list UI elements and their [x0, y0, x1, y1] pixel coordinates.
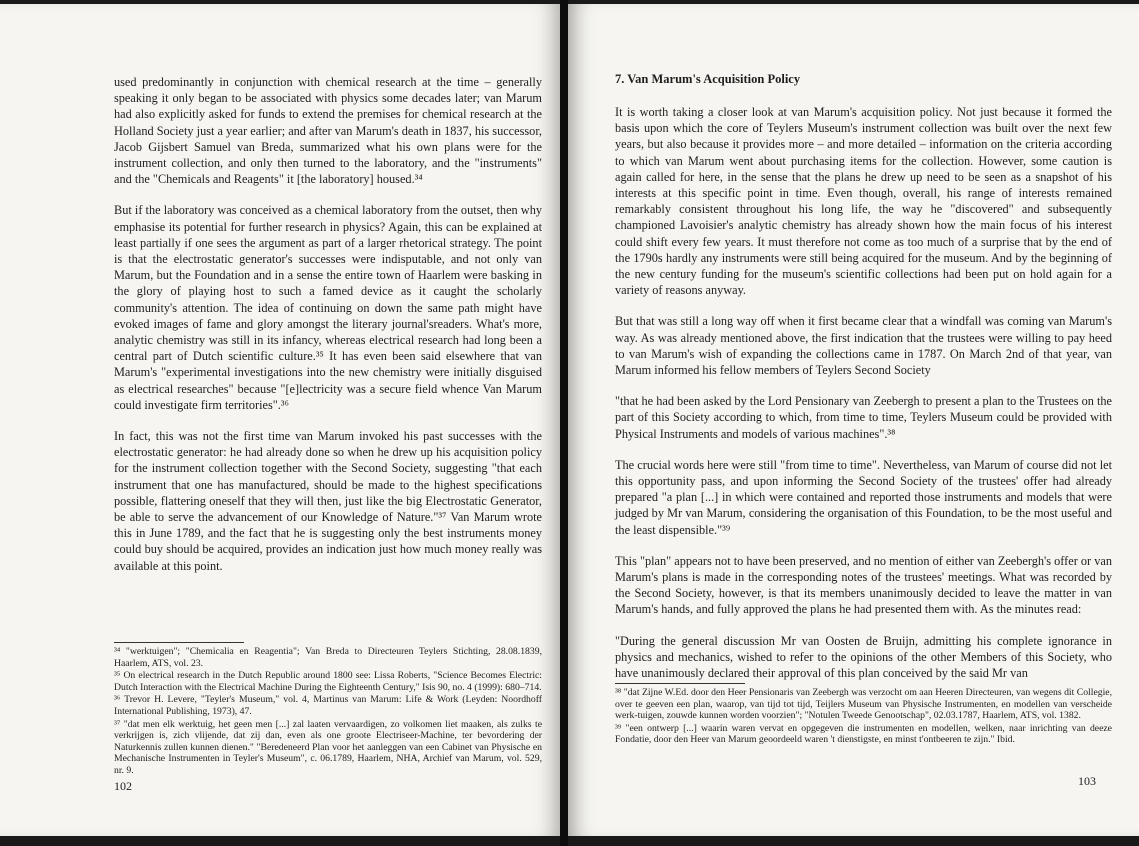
right-body-text	[615, 104, 1112, 696]
left-paragraph-3: In fact, this was not the first time van Marum invoked his past successes with the electrostatic generator: he had already done so when he drew up his acquisition policy for the instrument collection together with the Second Society, suggesting "that each instrument that one has manufactured, should be made to the highest specifications possible, flattering oneself that they will then, just like the big Electrostatic Generator, be able to serve the advancement of our Knowledge of Nature."³⁷ Van Marum wrote this in June 1789, and the fact that he is suggesting only the best instruments money could buy should be acquired, provides an indication just how much money really was available at this point.	[114, 429, 542, 573]
footnote-35: ³⁵ On electrical research in the Dutch Republic around 1800 see: Lissa Roberts, "Science Becomes Electric: Dutch Interaction with the Electrical Machine During the Eighteenth Century," Isis 90, no. 4 (1999): 680–714.	[114, 670, 542, 693]
section-heading: 7. Van Marum's Acquisition Policy	[615, 72, 801, 86]
right-paragraph-2: But that was still a long way off when it first became clear that a windfall was coming van Marum's way. As was already mentioned above, the first indication that the trustees were willing to pay heed to van Marum's wish of expanding the collections came in 1787. On March 2nd of that year, van Marum informed his fellow members of Teylers Second Society	[615, 314, 1112, 378]
right-paragraph-3: The crucial words here were still "from time to time". Nevertheless, van Marum of course did not let this opportunity pass, and upon informing the Second Society of the trustees' offer had already prepared "a plan [...] in which were contained and reported those instruments and models that were judged by Mr van Marum, considering the organisation of this Foundation, to be the most useful and the least dispensible."³⁹	[615, 457, 1112, 537]
left-page	[0, 4, 560, 836]
right-footnotes	[615, 687, 1112, 747]
left-body-text	[114, 74, 542, 589]
right-quote-1: "that he had been asked by the Lord Pensionary van Zeebergh to present a plan to the Trustees on the part of this Society according to which, from time to time, Teylers Museum could be provided with Physical Instruments and models of various machines".³⁸	[615, 394, 1112, 441]
book-gutter	[560, 0, 568, 846]
left-paragraph-1: used predominantly in conjunction with chemical research at the time – generally speaking it only began to be associated with physics some decades later; van Marum had also explicitly asked for funds to extend the premises for chemical research at the Holland Society just a year earlier; and after van Marum's death in 1837, his successor, Jacob Gijsbert Samuel van Breda, summarized what his own plans were for the instrument collection, and only then turned to the laboratory, and the "instruments" and the "Chemicals and Reagents" it [the laboratory] housed.³⁴	[114, 75, 542, 187]
left-paragraph-2: But if the laboratory was conceived as a chemical laboratory from the outset, then why emphasise its potential for further research in physics? Again, this can be explained at least partially if one sees the argument as part of a larger rhetorical strategy. The point is that the electrostatic generator's successes were indisputable, and not only van Marum, but the Foundation and in a sense the entire town of Haarlem were basking in the glory of playing host to such a famed device as it caught the scholarly community's attention. The idea of continuing on down the same path might have evoked images of fame and glory amongst the literary journal'sreaders. What's more, analytic chemistry was still in its infancy, whereas electrical research had long been a central part of Dutch scientific culture.³⁵ It has even been said elsewhere that van Marum's "experimental investigations into the new chemistry were initially disguised as electrical researches" because "[e]lectricity was a secure field whence Van Marum could investigate firm territories".³⁶	[114, 203, 542, 412]
right-page-number: 103	[1078, 774, 1096, 788]
left-footnotes	[114, 646, 542, 778]
footnote-38: ³⁸ "dat Zijne W.Ed. door den Heer Pensionaris van Zeebergh was verzocht om aan Heeren Directeuren, van wegens dit Collegie, over te geeven een plan, waarop, van tijd tot tijd, Teijlers Museum van Physische Instrumenten, en modellen van verscheide werk-tuigen, zouwde kunnen worden voorzien"; "Notulen Tweede Genootschap", 02.03.1787, Haarlem, ATS, vol. 1382.	[615, 687, 1112, 722]
footnote-39: ³⁹ "een ontwerp [...] waarin waren vervat en opgegeven die instrumenten en modellen, welken, naar inrichting van deeze Fondatie, door den Heer van Marum geoordeeld waren 't dienstigste, en minst t'ontbeeren te zijn." Ibid.	[615, 722, 1112, 746]
right-paragraph-4: This "plan" appears not to have been preserved, and no mention of either van Zeebergh's offer or van Marum's plans is made in the corresponding notes of the trustees' meetings. What was recorded by the Second Society, however, is that its members unanimously decided to leave the matter in van Marum's hands, and fully approved the plans he had presented them with. As the minutes read:	[615, 553, 1112, 617]
left-page-number: 102	[114, 779, 132, 793]
left-footnote-divider	[114, 642, 244, 643]
footnote-37: ³⁷ "dat men elk werktuig, het geen men [...] zal laaten vervaardigen, zo volkomen liet maaken, als zulks te verkrijgen is, zich vlijende, dat zij dan, even als one groote Electriseer-Machine, ter bevordering der Naturkennis zullen kunnen dienen." "Beredeneerd Plan voor het aanleggen van een Cabinet van Physische en Mechanische Instrumenten in Teyler's Museum", c. 06.1789, Haarlem, NHA, Archief van Marum, vol. 529, nr. 9.	[114, 718, 542, 776]
right-paragraph-1: It is worth taking a closer look at van Marum's acquisition policy. Not just because it formed the basis upon which the core of Teylers Museum's instrument collection was built over the next few years, but also because it provides more – and more detailed – information on the criteria according to which van Marum went about purchasing items for the collection. However, some caution is again called for here, in the sense that the plans he drew up need to be seen as a snapshot of his interests at this specific point in time. Even though, overall, his range of interests remained remarkably consistent throughout his long life, the way he "discovered" and subsequently championed Lavoisier's analytic chemistry has already shown how the main focus of his interest could shift every few years. It must therefore not come as too much of a surprise that by the end of the 1790s hardly any instruments were still being acquired for the museum. And by the beginning of the new century funding for the museum's scientific collections had been put on hold again for a variety of reasons anyway.	[615, 105, 1112, 298]
footnote-36: ³⁶ Trevor H. Levere, "Teyler's Museum," vol. 4, Martinus van Marum: Life & Work (Leyden: Noordhoff International Publishing, 1973), 47.	[114, 694, 542, 717]
right-page	[568, 4, 1139, 836]
right-footnote-divider	[615, 683, 745, 684]
right-quote-2: "During the general discussion Mr van Oosten de Bruijn, admitting his complete ignorance in physics and mechanics, wished to refer to the opinions of the other Members of this Society, who have unanimously declared their approval of this plan conceived by the said Mr van	[615, 633, 1112, 681]
footnote-34: ³⁴ "werktuigen"; "Chemicalia en Reagentia"; Van Breda to Directeuren Teylers Stichting, 28.08.1839, Haarlem, ATS, vol. 23.	[114, 646, 542, 669]
